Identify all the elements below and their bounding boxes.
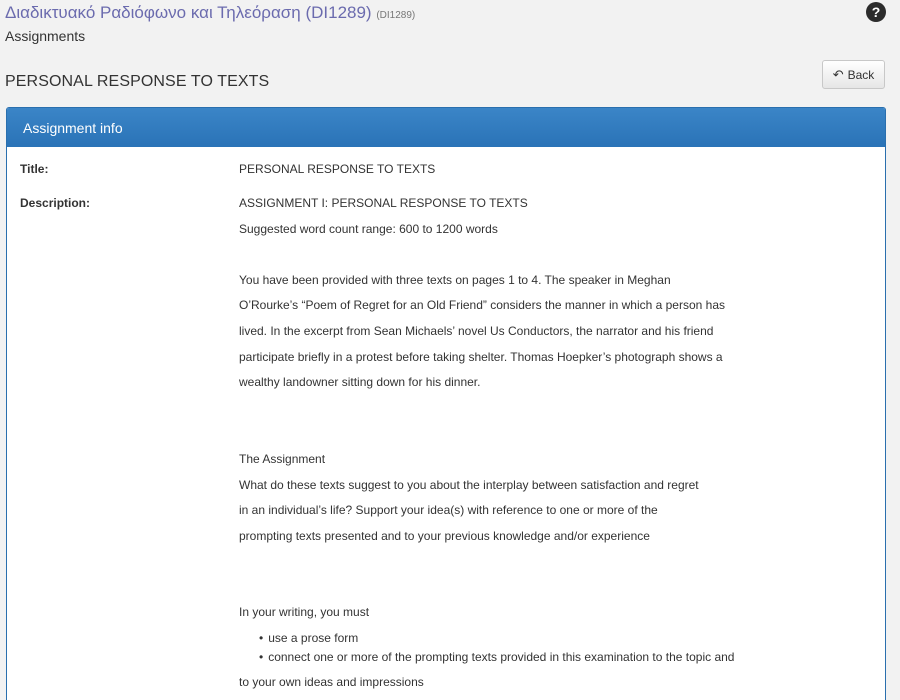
assignment-line: prompting texts presented and to your previous knowledge and/or experience [239, 529, 650, 543]
closing-line: to your own ideas and impressions [239, 675, 424, 689]
intro-line: O’Rourke’s “Poem of Regret for an Old Friend” considers the manner in which a person has [239, 298, 726, 312]
word-count: Suggested word count range: 600 to 1200 words [239, 222, 498, 236]
assignment-line: in an individual’s life? Support your idea(s) with reference to one or more of the [239, 503, 658, 517]
intro-line: lived. In the excerpt from Sean Michaels’ novel Us Conductors, the narrator and his friend [239, 324, 714, 338]
course-code: (DI1289) [376, 10, 416, 21]
panel-header: Assignment info [7, 108, 885, 147]
title-label: Title: [20, 162, 49, 176]
assignment-line: What do these texts suggest to you about the interplay between satisfaction and regret [239, 478, 699, 492]
back-button-label: Back [847, 67, 875, 82]
intro-line: wealthy landowner sitting down for his dinner. [239, 375, 481, 389]
question-circle-icon[interactable]: ? [866, 2, 886, 22]
back-button[interactable] [822, 60, 885, 89]
intro-line: participate briefly in a protest before taking shelter. Thomas Hoepker’s photograph shows a [239, 350, 723, 364]
requirement-bullet: • use a prose form [259, 631, 358, 645]
assignment-heading: The Assignment [239, 452, 326, 466]
title-value: PERSONAL RESPONSE TO TEXTS [239, 162, 436, 176]
course-title-text[interactable]: Διαδικτυακό Ραδιόφωνο και Τηλεόραση (DI1289) [5, 3, 372, 22]
description-heading: ASSIGNMENT I: PERSONAL RESPONSE TO TEXTS [239, 196, 528, 210]
description-label: Description: [20, 196, 91, 210]
section-name: Assignments [5, 28, 86, 44]
assignment-info-panel [6, 107, 886, 700]
reply-arrow-icon: ↶ [832, 67, 844, 82]
course-title[interactable] [5, 3, 415, 23]
intro-line: You have been provided with three texts on pages 1 to 4. The speaker in Meghan [239, 273, 671, 287]
writing-intro: In your writing, you must [239, 605, 370, 619]
requirement-bullet: • connect one or more of the prompting texts provided in this examination to the topic and [259, 650, 734, 664]
page-title: PERSONAL RESPONSE TO TEXTS [5, 73, 270, 90]
